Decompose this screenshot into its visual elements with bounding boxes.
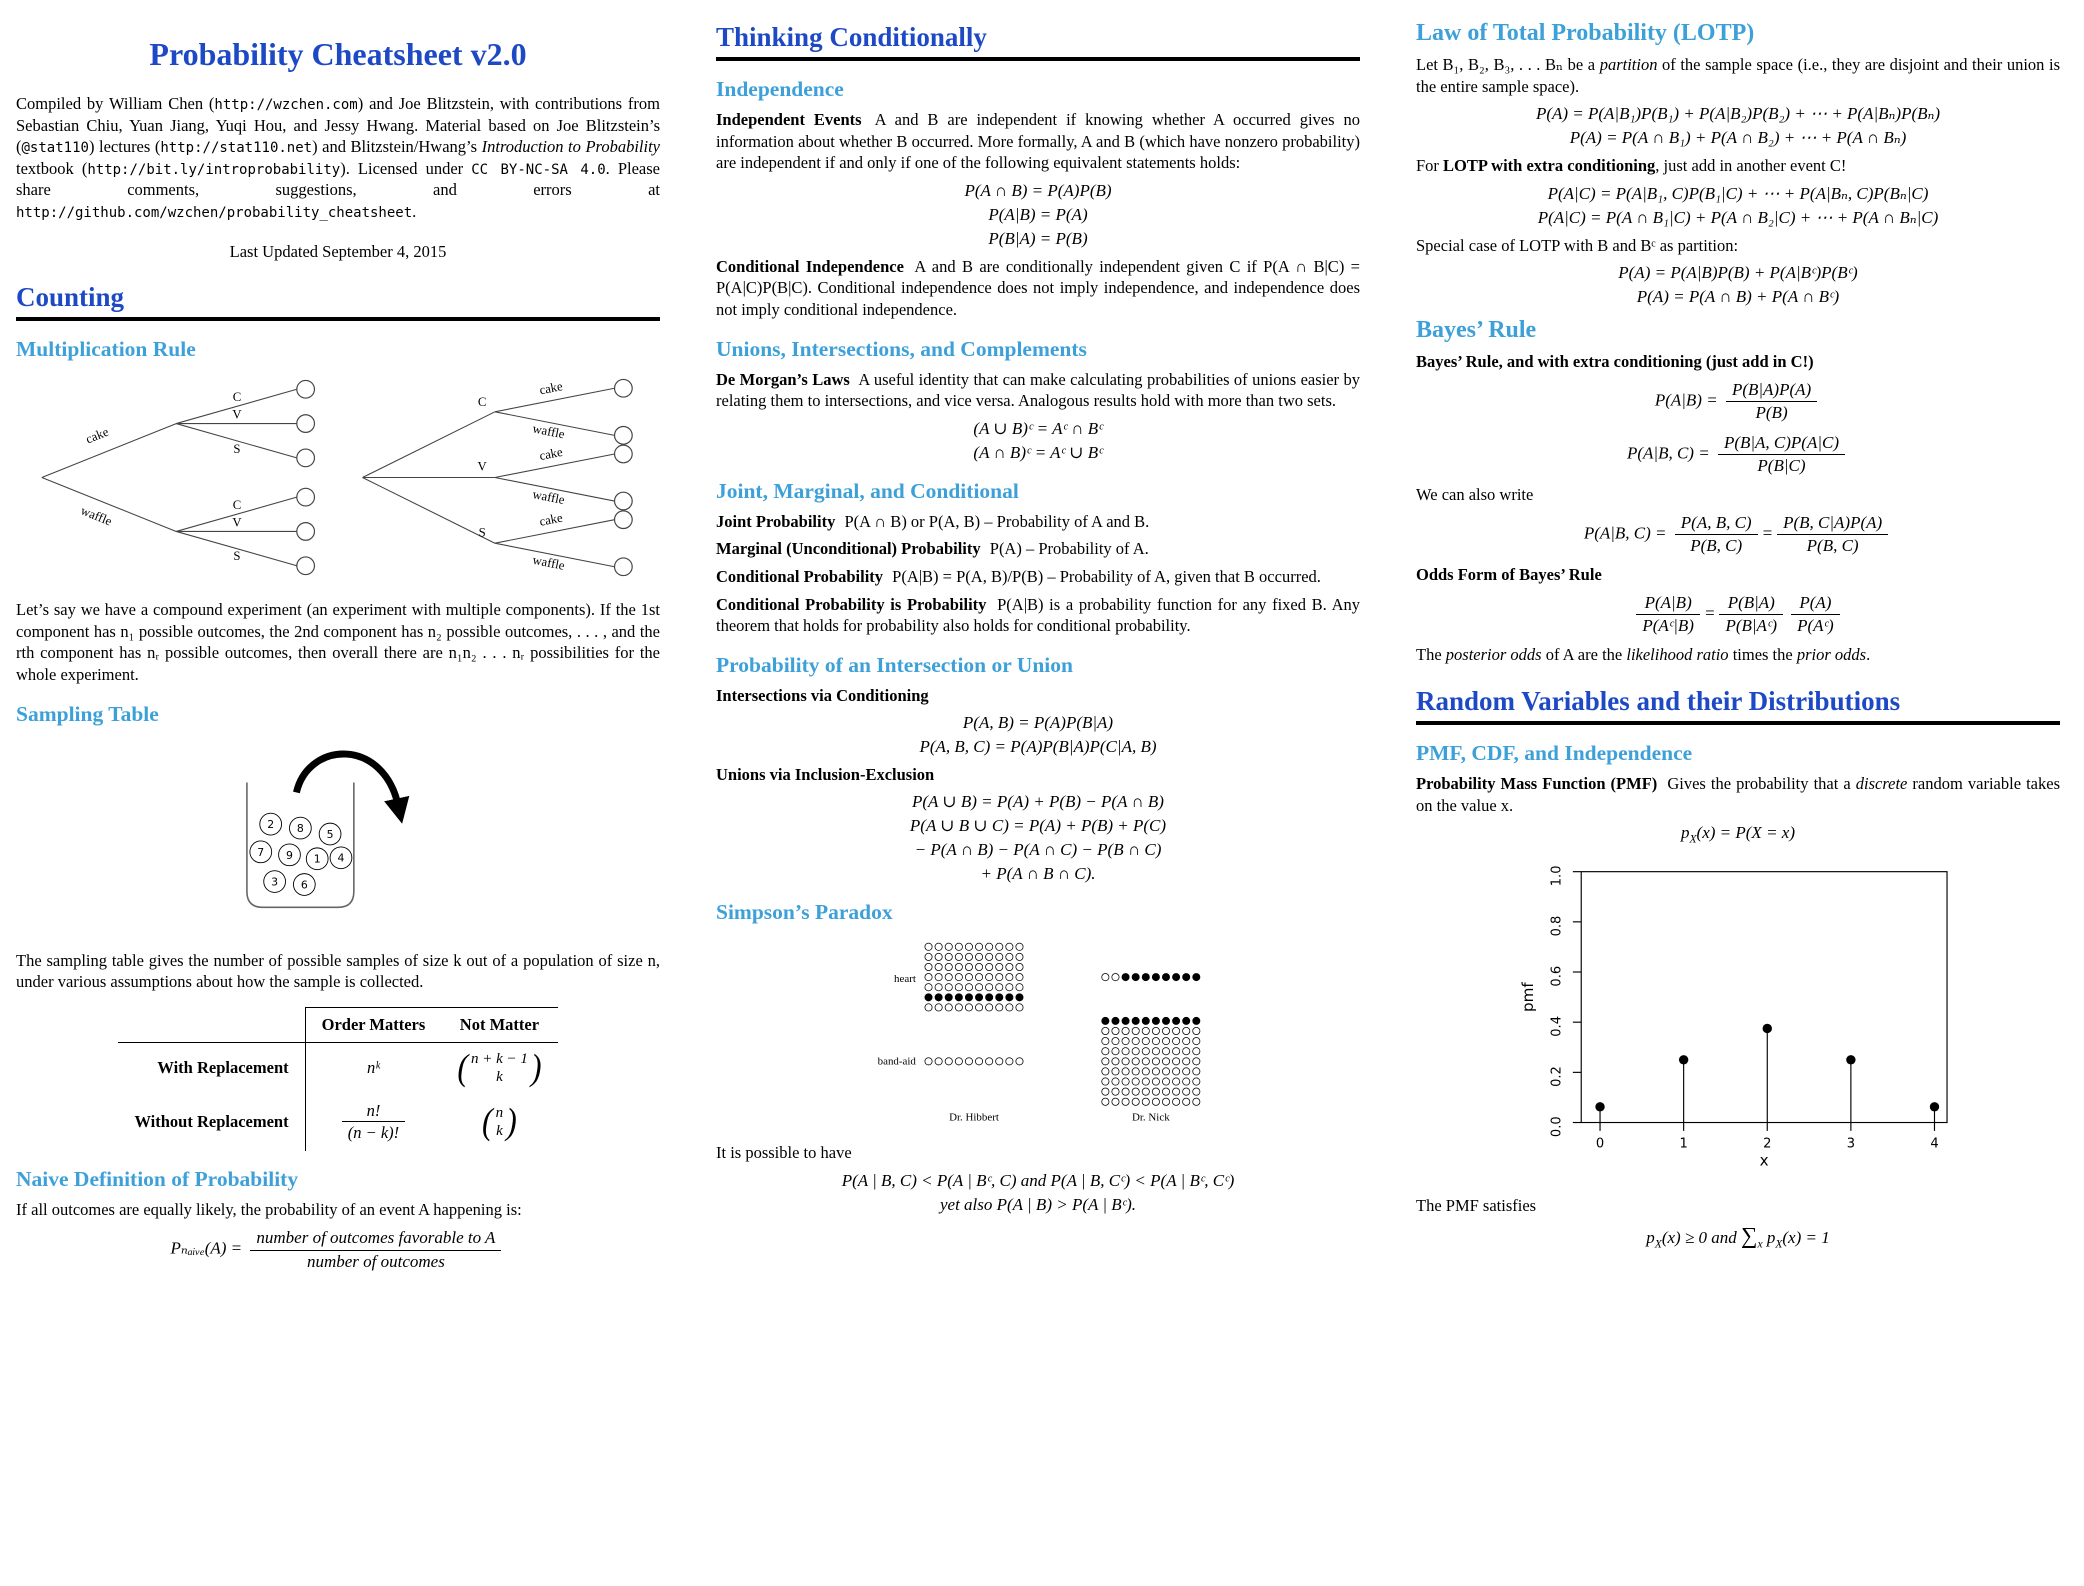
branch-label-flavor: S: [478, 525, 486, 540]
paragraph-text: P(A ∩ B) or P(A, B) – Probability of A and B.: [840, 511, 1150, 531]
cell-n-to-k: [305, 1042, 441, 1093]
branch-label-flavor: S: [233, 549, 241, 564]
de-morgans-equations: [716, 419, 1360, 463]
subsection-naive-definition: Naive Definition of Probability: [16, 1166, 299, 1191]
frac-denominator: P(B, C): [1777, 534, 1888, 557]
plot-border: [1581, 871, 1947, 1122]
branch-label-flavor: V: [232, 407, 242, 422]
simpson-svg: [802, 935, 1274, 1127]
paragraph-text: The: [1416, 645, 1446, 665]
y-axis-label: pmf: [1519, 981, 1538, 1012]
lotp-equations: [1416, 104, 2060, 148]
section-rule: [716, 57, 1360, 61]
formula: nᵏ: [367, 1057, 380, 1077]
frac-denominator: P(B|C): [1718, 454, 1845, 477]
subscript: X: [1775, 1237, 1783, 1251]
simpson-paradox-figure: [716, 935, 1360, 1132]
branch-label-flavor: C: [232, 498, 242, 513]
de-morgans-paragraph: [716, 369, 1360, 412]
binom-top: n: [495, 1104, 504, 1121]
equation: P(A ∪ B) = P(A) + P(B) − P(A ∩ B): [912, 791, 1164, 811]
paragraph-lead: Independent Events: [716, 110, 862, 129]
paragraph-text: P(A|B) = P(A, B)/P(B) – Probability of A, given that B occurred.: [888, 567, 1321, 587]
frac-denominator: (n − k)!: [342, 1121, 405, 1143]
paragraph-text: A and B are conditionally independent given C if P(A ∩ B|C) = P(A|C)P(B|C). Conditional independence does not imply independence, and independence does not imply conditional independence.: [716, 256, 1360, 320]
paragraph-text: A and B are independent if knowing whether A occurred gives no information about whether B occurred. More formally, A and B (which have nonzero probability) are independent if and only if one of the following equivalent statements holds:: [716, 110, 1360, 173]
ball-number: 3: [271, 875, 279, 889]
paragraph-text: times the: [1728, 645, 1797, 665]
license-label: CC BY-NC-SA 4.0: [471, 161, 606, 178]
equation-lhs: P(A|B, C) =: [1626, 442, 1714, 462]
ball-number: 9: [286, 848, 293, 862]
paragraph-lead: Marginal (Unconditional) Probability: [716, 539, 981, 559]
subsection-sampling-table: Sampling Table: [16, 701, 159, 726]
binom-bottom: k: [496, 1068, 503, 1085]
column-3: [1416, 10, 2060, 1280]
bayes-odds-equation: [1416, 592, 2060, 637]
intro-text: ) and Blitzstein/Hwang’s: [312, 137, 482, 157]
paragraph-text: of the sample space (i.e., they are disjoint and their union is the entire sample space).: [1416, 55, 2061, 96]
ball-number: 7: [257, 845, 265, 859]
equation: P(A ∪ B ∪ C) = P(A) + P(B) + P(C): [909, 815, 1167, 835]
simpson-equations: [716, 1171, 1360, 1215]
svg-text:0.2: 0.2: [1549, 1065, 1565, 1087]
row-label-with-replacement: With Replacement: [118, 1042, 305, 1093]
row-label-band-aid: band-aid: [877, 1055, 916, 1068]
intro-text: textbook (: [16, 158, 88, 178]
frac-numerator: P(A): [1799, 593, 1832, 613]
independence-equations: [716, 181, 1360, 249]
frac-denominator: P(B|Aᶜ): [1719, 614, 1783, 637]
equation-text: p: [1762, 1228, 1776, 1248]
naive-definition-body: If all outcomes are equally likely, the probability of an event A happening is:: [16, 1199, 522, 1219]
branch-label-waffle: waffle: [531, 421, 566, 442]
pmf-chart-svg: [1508, 856, 1968, 1180]
cell-binom-n-plus-k-minus-1: [441, 1042, 557, 1093]
section-random-variables: Random Variables and their Distributions: [1416, 686, 1901, 717]
binom-bottom: k: [496, 1122, 503, 1139]
term-prior-odds: prior odds: [1796, 645, 1867, 665]
term-posterior-odds: posterior odds: [1445, 645, 1542, 665]
pmf-definition-equation: [1416, 823, 2060, 845]
frac-denominator: P(Aᶜ|B): [1636, 614, 1700, 637]
posterior-odds-paragraph: [1416, 644, 2060, 666]
paragraph-lead: Probability Mass Function (PMF): [1416, 774, 1658, 794]
conditional-probability-paragraph: [716, 566, 1360, 588]
svg-text:0.8: 0.8: [1549, 915, 1565, 937]
independent-events-paragraph: [716, 109, 1360, 174]
paragraph-lead: Conditional Independence: [716, 256, 904, 276]
subsection-pmf-cdf-independence: PMF, CDF, and Independence: [1416, 741, 1693, 766]
intro-text: Compiled by William Chen (: [16, 94, 215, 113]
frac-numerator: n!: [366, 1100, 381, 1120]
subscript: x: [1757, 1237, 1763, 1251]
table-row: [118, 1042, 557, 1093]
table-blank-cell: [118, 1007, 305, 1042]
equation: P(A, B, C) = P(A)P(B|A)P(C|A, B): [919, 736, 1157, 756]
intro-text: ) and Joe Blitzstein, with contributions from Sebastian Chiu, Yuan Jiang, Yuqi Hou, and Jessy Hwang. Material based on Joe Blitzstein’s (: [16, 94, 660, 157]
svg-text:4: 4: [1930, 1136, 1939, 1152]
term-likelihood-ratio: likelihood ratio: [1626, 645, 1729, 665]
frac-numerator: number of outcomes favorable to A: [256, 1228, 496, 1248]
svg-text:0.4: 0.4: [1549, 1015, 1565, 1037]
svg-text:3: 3: [1846, 1136, 1856, 1152]
equation-lhs: Pₙₐᵢᵥₑ(A) =: [170, 1238, 247, 1258]
paragraph-lead: LOTP with extra conditioning: [1443, 156, 1656, 176]
ball-number: 4: [337, 851, 345, 865]
paragraph-text: Gives the probability that a: [1662, 774, 1856, 794]
equation: P(A|C) = P(A|B₁, C)P(B₁|C) + ⋯ + P(A|Bₙ, C)P(Bₙ|C): [1547, 183, 1929, 203]
sampling-table-body: The sampling table gives the number of possible samples of size k out of a population of size n, under various assumptions about how the sample is collected.: [16, 950, 660, 992]
subsection-independence: Independence: [716, 77, 844, 101]
multiplication-rule-tree-figure: [16, 372, 660, 589]
equation: (A ∪ B)ᶜ = Aᶜ ∩ Bᶜ: [973, 418, 1103, 438]
paragraph-lead: Joint Probability: [716, 511, 836, 531]
branch-label-cake: cake: [538, 510, 564, 530]
branch-label-flavor: V: [477, 459, 487, 474]
subscript: X: [1654, 1237, 1662, 1251]
column-header-not-matter: Not Matter: [441, 1007, 557, 1042]
subsection-simpsons-paradox: Simpson’s Paradox: [716, 899, 893, 924]
subsection-bayes-rule: Bayes’ Rule: [1416, 317, 1537, 344]
binom-top: n + k − 1: [470, 1050, 528, 1067]
frac-numerator: P(A, B, C): [1680, 513, 1752, 533]
pmf-paragraph: [1416, 773, 2060, 816]
conditional-independence-paragraph: [716, 256, 1360, 321]
svg-text:1: 1: [1679, 1136, 1688, 1152]
term-discrete: discrete: [1855, 774, 1908, 794]
equation-lhs: P(A|B) =: [1654, 390, 1722, 410]
equation: P(A) = P(A ∩ B₁) + P(A ∩ B₂) + ⋯ + P(A ∩ Bₙ): [1569, 128, 1907, 148]
svg-text:2: 2: [1763, 1136, 1772, 1152]
ball-number: 8: [296, 821, 304, 835]
lotp-special-case-paragraph: Special case of LOTP with B and Bᶜ as partition:: [1416, 235, 1739, 255]
branch-label-flavor: C: [232, 390, 242, 405]
jar-svg: [188, 737, 488, 935]
equation: + P(A ∩ B ∩ C).: [980, 863, 1096, 883]
equation: yet also P(A | B) > P(A | Bᶜ).: [939, 1194, 1137, 1214]
frac-numerator: P(A|B): [1644, 593, 1692, 613]
paragraph-lead: Conditional Probability is Probability: [716, 594, 987, 614]
table-row: [118, 1093, 557, 1151]
subsection-multiplication-rule: Multiplication Rule: [16, 337, 196, 362]
equation-text: (x) = P(X = x): [1696, 823, 1795, 843]
frac-denominator: P(Aᶜ): [1791, 614, 1840, 637]
paragraph-text: Let B₁, B₂, B₃, . . . Bₙ be a: [1416, 55, 1600, 74]
equals-sign: =: [1703, 603, 1716, 623]
equation-text: (x) = 1: [1782, 1228, 1830, 1248]
tree-branch-labels: [79, 379, 566, 573]
table-header-row: [118, 1007, 557, 1042]
subsection-joint-marginal-conditional: Joint, Marginal, and Conditional: [716, 478, 1019, 503]
column-2: [716, 10, 1360, 1280]
ball-number: 1: [313, 852, 321, 866]
section-thinking-conditionally: Thinking Conditionally: [716, 22, 987, 52]
paragraph-text: .: [1866, 645, 1871, 665]
bayes-equation-3: [1416, 512, 2060, 557]
tree-edges: [42, 389, 615, 567]
pmf-satisfies: The PMF satisfies: [1416, 1195, 1537, 1215]
section-rule: [16, 317, 660, 321]
jar-balls: [250, 813, 352, 895]
paren: (: [482, 1100, 493, 1142]
column-header-order-matters: Order Matters: [305, 1007, 441, 1042]
row-label-without-replacement: Without Replacement: [118, 1093, 305, 1151]
paren: ): [530, 1046, 542, 1088]
multiplication-rule-body: Let’s say we have a compound experiment (an experiment with multiple components). If the 1st component has n₁ possible outcomes, the 2nd component has n₂ possible outcomes, . . . , and the rth component has nᵣ possible outcomes, then overall there are n₁n₂ . . . nᵣ possibilities for the whole experiment.: [16, 600, 660, 685]
column-label-dr-nick: Dr. Nick: [1132, 1111, 1170, 1124]
we-can-also-write: We can also write: [1416, 484, 1534, 504]
cell-binom-n-choose-k: [441, 1093, 557, 1151]
section-counting: Counting: [16, 282, 125, 313]
plot-content: [1549, 865, 1939, 1151]
equation: P(A ∩ B) = P(A)P(B): [964, 180, 1112, 200]
ball-number: 2: [267, 817, 275, 831]
frac-numerator: P(B|A)P(A): [1731, 380, 1812, 400]
svg-text:0.6: 0.6: [1549, 965, 1565, 987]
paren: (: [457, 1046, 468, 1088]
svg-text:1.0: 1.0: [1549, 865, 1565, 886]
link-book[interactable]: http://bit.ly/introprobability: [87, 161, 341, 178]
paragraph-lead: Conditional Probability: [716, 567, 884, 587]
frac-numerator: P(B, C|A)P(A): [1783, 513, 1883, 533]
subsection-intersection-or-union: Probability of an Intersection or Union: [716, 652, 1073, 677]
intersections-equations: [716, 713, 1360, 757]
cell-n-factorial-frac: [305, 1093, 441, 1151]
paragraph-text: random variable takes on the value x.: [1416, 774, 2060, 815]
simpson-intro: It is possible to have: [716, 1142, 852, 1162]
paren: ): [506, 1100, 517, 1142]
pmf-properties-equation: [1416, 1223, 2060, 1250]
svg-text:0.0: 0.0: [1549, 1115, 1565, 1137]
paragraph-text: P(A) – Probability of A.: [985, 539, 1149, 559]
tree-diagram-svg: [34, 372, 642, 584]
intersections-via-conditioning-label: Intersections via Conditioning: [716, 685, 929, 705]
odds-form-label: Odds Form of Bayes’ Rule: [1416, 565, 1602, 585]
bayes-rule-label: Bayes’ Rule, and with extra conditioning (just add in C!): [1416, 352, 1814, 372]
branch-label-cake: cake: [538, 445, 564, 464]
ball-number: 5: [326, 827, 334, 841]
branch-label-flavor: C: [477, 395, 487, 410]
equation: P(A) = P(A|B)P(B) + P(A|Bᶜ)P(Bᶜ): [1618, 263, 1858, 283]
ball-number: 6: [300, 878, 308, 892]
branch-label-waffle: waffle: [531, 487, 566, 508]
intro-text: .: [412, 202, 417, 222]
branch-label-waffle: waffle: [531, 553, 566, 574]
link-github[interactable]: http://github.com/wzchen/probability_cheatsheet: [16, 205, 413, 222]
frac-denominator: number of outcomes: [250, 1250, 501, 1273]
branch-label-flavor: V: [232, 515, 242, 530]
x-axis-label: x: [1759, 1151, 1769, 1170]
term-partition: partition: [1599, 55, 1658, 74]
frac-denominator: P(B, C): [1675, 534, 1758, 557]
unions-via-inclusion-exclusion-label: Unions via Inclusion-Exclusion: [716, 764, 935, 784]
conditional-probability-is-probability-paragraph: [716, 594, 1360, 637]
equation: − P(A ∩ B) − P(A ∩ C) − P(B ∩ C): [914, 839, 1162, 859]
naive-definition-equation: [16, 1227, 660, 1272]
svg-text:0: 0: [1595, 1136, 1605, 1152]
last-updated: Last Updated September 4, 2015: [229, 241, 447, 261]
section-rule: [1416, 721, 2060, 725]
page-title: Probability Cheatsheet v2.0: [149, 36, 527, 72]
equation: P(A, B) = P(A)P(B|A): [962, 712, 1114, 732]
equation-text: (x) ≥ 0 and: [1661, 1228, 1742, 1248]
sampling-jar-figure: [16, 737, 660, 940]
paragraph-lead: De Morgan’s Laws: [716, 369, 850, 389]
equation-lhs: P(A|B, C) =: [1583, 523, 1671, 543]
paragraph-text: P(A|B) is a probability function for any fixed B. Any theorem that holds for probability also holds for conditional probability.: [716, 594, 1360, 636]
column-1: [16, 10, 660, 1280]
branch-label-waffle: waffle: [78, 503, 114, 529]
handle-stat110: @stat110: [21, 140, 89, 157]
equation: P(A | B, C) < P(A | Bᶜ, C) and P(A | B, Cᶜ) < P(A | Bᶜ, Cᶜ): [841, 1170, 1235, 1190]
bayes-equation-2: [1416, 432, 2060, 477]
branch-label-flavor: S: [233, 442, 241, 457]
subsection-unions-intersections-complements: Unions, Intersections, and Complements: [716, 336, 1087, 361]
equation: P(A|B) = P(A): [988, 204, 1088, 224]
equation: P(B|A) = P(B): [988, 228, 1088, 248]
paragraph-text: A useful identity that can make calculating probabilities of unions easier by relating them to intersections, and vice versa. Analogous results hold with more than two sets.: [716, 369, 1360, 411]
frac-numerator: P(B|A): [1727, 593, 1775, 613]
branch-label-cake: cake: [83, 424, 111, 447]
book-title: Introduction to Probability: [481, 137, 661, 157]
equation-text: p: [1646, 1228, 1655, 1248]
paragraph-text: For: [1416, 156, 1444, 176]
subscript: X: [1689, 832, 1697, 846]
marginal-probability-paragraph: [716, 538, 1360, 560]
equals-sign: =: [1761, 523, 1774, 543]
subsection-lotp: Law of Total Probability (LOTP): [1416, 20, 1755, 46]
column-label-dr-hibbert: Dr. Hibbert: [949, 1111, 999, 1124]
branch-label-cake: cake: [538, 379, 564, 398]
paragraph-text: of A are the: [1541, 645, 1627, 665]
lotp-extra-conditioning-paragraph: [1416, 155, 2060, 177]
lotp-conditioning-equations: [1416, 184, 2060, 228]
intro-paragraph: [16, 93, 660, 223]
lotp-special-case-equations: [1416, 263, 2060, 307]
link-wzchen[interactable]: http://wzchen.com: [214, 97, 358, 113]
equation: (A ∩ B)ᶜ = Aᶜ ∪ Bᶜ: [973, 442, 1103, 462]
intro-text: . Please share comments, suggestions, and errors at: [16, 158, 660, 200]
lotp-intro-paragraph: [1416, 54, 2060, 97]
summation-symbol: ∑: [1741, 1223, 1758, 1249]
frac-numerator: P(B|A, C)P(A|C): [1723, 432, 1840, 452]
paragraph-text: , just add in another event C!: [1655, 156, 1847, 176]
equation: P(A|C) = P(A ∩ B₁|C) + P(A ∩ B₂|C) + ⋯ + P(A ∩ Bₙ|C): [1537, 207, 1939, 227]
equation-text: p: [1680, 823, 1690, 843]
pmf-chart: [1416, 856, 2060, 1185]
dot-grid: [925, 943, 1200, 1105]
row-label-heart: heart: [894, 973, 916, 986]
equation: P(A) = P(A ∩ B) + P(A ∩ Bᶜ): [1636, 287, 1840, 307]
equation: P(A) = P(A|B₁)P(B₁) + P(A|B₂)P(B₂) + ⋯ + P(A|Bₙ)P(Bₙ): [1535, 104, 1941, 124]
link-stat110[interactable]: http://stat110.net: [160, 140, 313, 157]
sampling-arrow: [296, 754, 398, 806]
frac-denominator: P(B): [1726, 401, 1817, 424]
intro-text: ) lectures (: [88, 137, 161, 157]
intro-text: ). Licensed under: [340, 158, 472, 178]
unions-equations: [716, 792, 1360, 884]
joint-probability-paragraph: [716, 511, 1360, 533]
bayes-equation-1: [1416, 379, 2060, 424]
sampling-table: [118, 1007, 557, 1151]
